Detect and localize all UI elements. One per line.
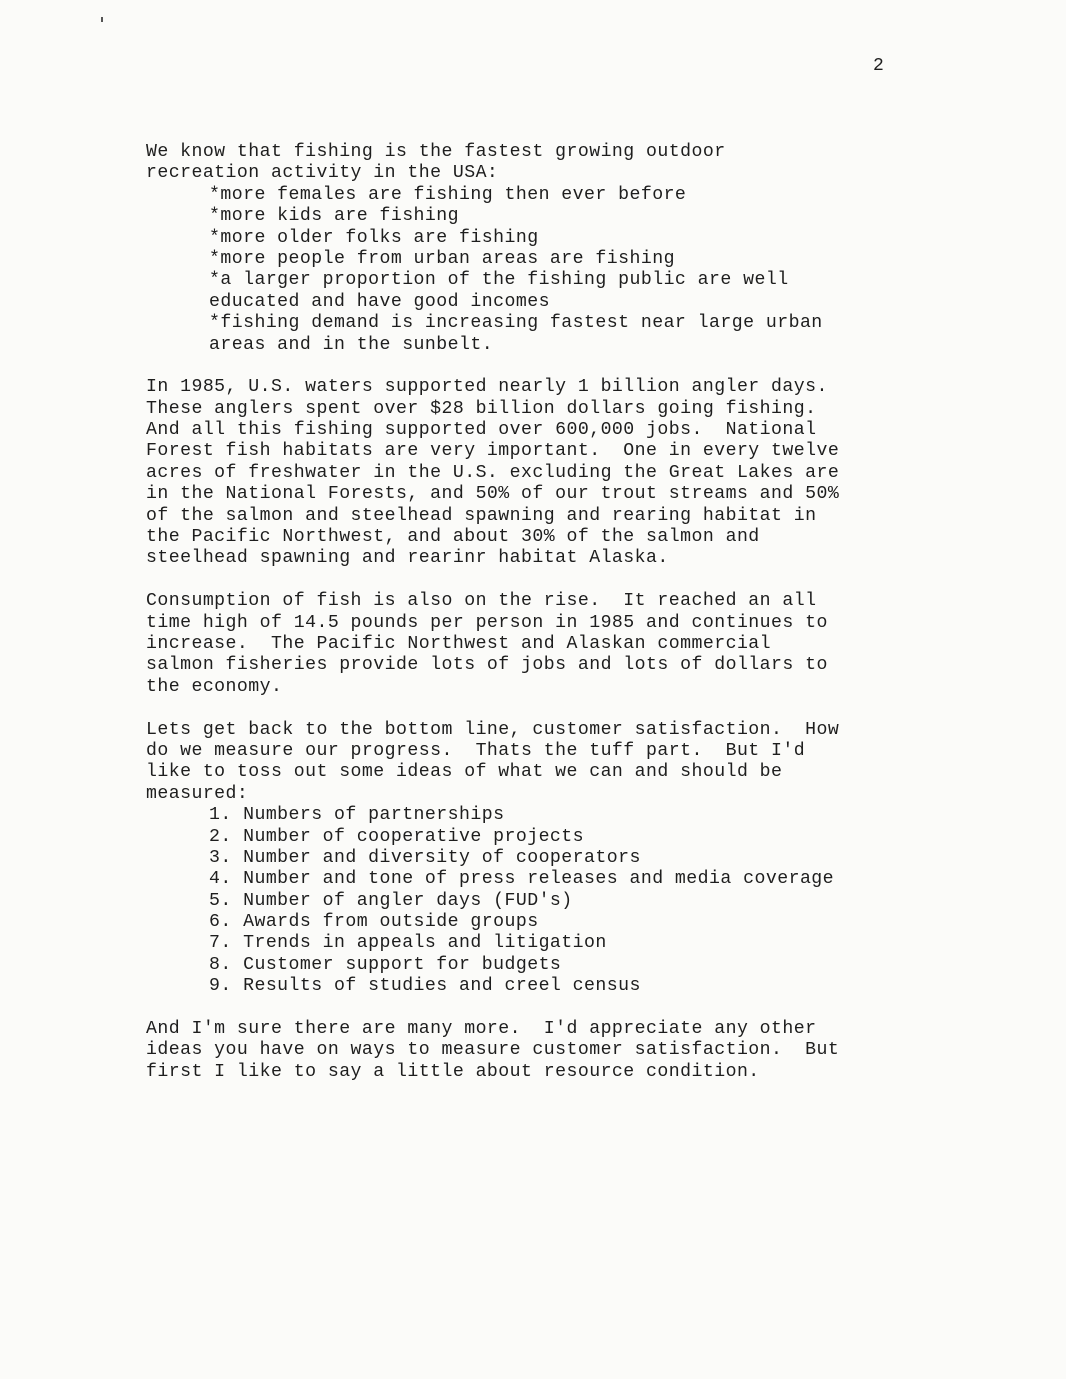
bullet-item: *more kids are fishing [209,206,460,227]
text-line: the Pacific Northwest, and about 30% of the salmon and [146,527,760,548]
intro-paragraph [146,142,839,356]
numbered-item: 1. Numbers of partnerships [209,805,505,826]
bullet-item: educated and have good incomes [209,291,550,312]
text-line: Lets get back to the bottom line, customer satisfaction. How [146,719,840,740]
consumption-paragraph [146,591,839,698]
text-line: increase. The Pacific Northwest and Alaskan commercial [146,633,772,654]
paragraph-gap [146,356,839,377]
text-line: measured: [146,783,249,804]
text-line: And I'm sure there are many more. I'd appreciate any other [146,1019,817,1040]
text-line: in the National Forests, and 50% of our trout streams and 50% [146,484,840,505]
text-line: first I like to say a little about resource condition. [146,1061,760,1082]
closing-paragraph [146,1019,839,1083]
text-line: like to toss out some ideas of what we can and should be [146,762,783,783]
bullet-item: *more females are fishing then ever before [209,184,687,205]
numbered-item: 6. Awards from outside groups [209,912,539,933]
text-line: recreation activity in the USA: [146,163,499,184]
document-body [146,142,839,1083]
page-number: 2 [873,56,884,76]
text-line: do we measure our progress. Thats the tuff part. But I'd [146,740,806,761]
numbered-item: 5. Number of angler days (FUD's) [209,890,573,911]
text-line: Consumption of fish is also on the rise. It reached an all [146,591,817,612]
numbered-item: 3. Number and diversity of cooperators [209,847,641,868]
bullet-item: *more older folks are fishing [209,227,539,248]
text-line: of the salmon and steelhead spawning and rearing habitat in [146,505,817,526]
bullet-item: *a larger proportion of the fishing public are well [209,270,789,291]
numbered-item: 2. Number of cooperative projects [209,826,585,847]
text-line: And all this fishing supported over 600,000 jobs. National [146,420,817,441]
bullet-item: *fishing demand is increasing fastest near large urban [209,313,823,334]
text-line: acres of freshwater in the U.S. excluding the Great Lakes are [146,462,840,483]
text-line: steelhead spawning and rearinr habitat Alaska. [146,548,669,569]
text-line: ideas you have on ways to measure customer satisfaction. But [146,1040,840,1061]
numbered-item: 8. Customer support for budgets [209,954,562,975]
numbered-item: 9. Results of studies and creel census [209,976,641,997]
text-line: We know that fishing is the fastest growing outdoor [146,142,726,162]
numbered-item: 4. Number and tone of press releases and media coverage [209,869,835,890]
measures-paragraph [146,720,839,998]
text-line: Forest fish habitats are very important. One in every twelve [146,441,840,462]
numbered-item: 7. Trends in appeals and litigation [209,933,607,954]
text-line: time high of 14.5 pounds per person in 1985 and continues to [146,612,828,633]
text-line: salmon fisheries provide lots of jobs and lots of dollars to [146,655,828,676]
economics-paragraph [146,377,839,570]
paragraph-gap [146,998,839,1019]
bullet-item: *more people from urban areas are fishing [209,248,675,269]
paragraph-gap [146,570,839,591]
paragraph-gap [146,698,839,719]
text-line: In 1985, U.S. waters supported nearly 1 billion angler days. [146,377,828,398]
text-line: These anglers spent over $28 billion dollars going fishing. [146,398,817,419]
bullet-item: areas and in the sunbelt. [209,334,494,355]
scan-speck [101,17,103,22]
text-line: the economy. [146,676,283,697]
